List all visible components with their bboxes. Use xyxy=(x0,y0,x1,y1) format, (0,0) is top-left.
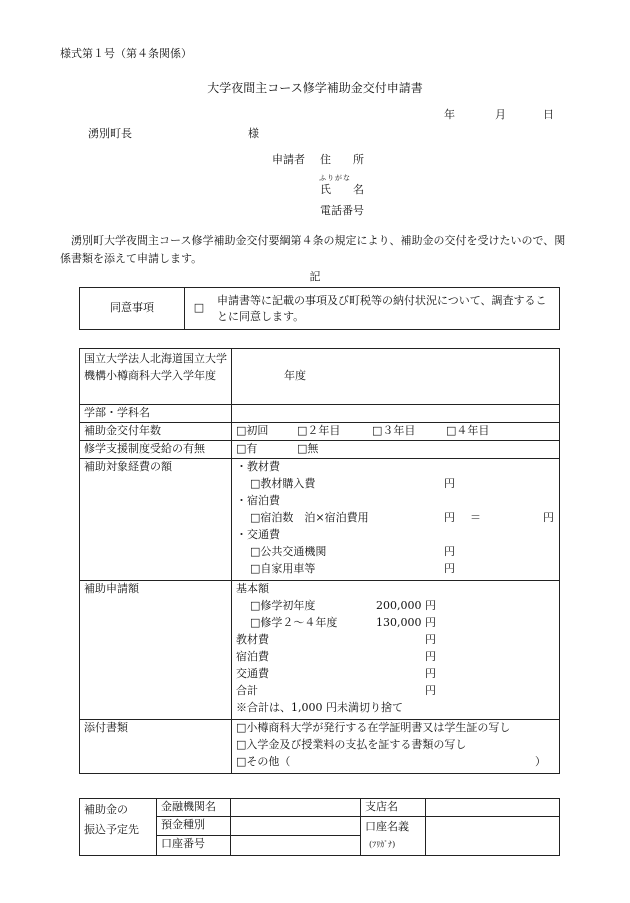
attachment-enrollment-checkbox[interactable]: □小樽商科大学が発行する在学証明書又は学生証の写し xyxy=(236,720,511,734)
years-option-fourth[interactable]: □４年目 xyxy=(446,423,490,437)
support-option-no[interactable]: □無 xyxy=(297,441,319,455)
apply-transport-yen: 円 xyxy=(425,666,436,680)
branch-field[interactable] xyxy=(426,799,560,817)
consent-text: 申請書等に記載の事項及び町税等の納付状況について、調査することに同意します。 xyxy=(213,288,560,330)
ki-label: 記 xyxy=(309,270,321,283)
materials-heading: ・教材費 xyxy=(236,459,280,473)
attachment-other-checkbox[interactable]: □その他（ xyxy=(236,754,291,768)
account-holder-label: 口座名義 xyxy=(365,819,409,833)
private-car-checkbox[interactable]: □自家用車等 xyxy=(250,561,316,575)
faculty-field[interactable] xyxy=(232,405,560,423)
consent-label: 同意事項 xyxy=(80,288,185,330)
apply-label: 補助申請額 xyxy=(80,580,232,719)
support-label: 修学支援制度受給の有無 xyxy=(80,440,232,458)
date-day-label: 日 xyxy=(543,108,554,121)
account-number-label: 口座番号 xyxy=(157,835,231,855)
form-number: 様式第１号（第４条関係） xyxy=(60,47,192,60)
date-month-label: 月 xyxy=(495,108,506,121)
transport-heading: ・交通費 xyxy=(236,527,280,541)
years-option-third[interactable]: □３年目 xyxy=(372,423,416,437)
private-car-yen: 円 xyxy=(444,561,455,575)
first-year-yen: 円 xyxy=(425,598,436,612)
materials-purchase-checkbox[interactable]: □教材購入費 xyxy=(250,476,316,490)
later-year-amount: 130,000 xyxy=(376,615,422,629)
attachments-label: 添付書類 xyxy=(80,719,232,773)
deposit-type-label: 預金種別 xyxy=(157,816,231,835)
apply-materials-label: 教材費 xyxy=(236,632,269,646)
public-transport-checkbox[interactable]: □公共交通機関 xyxy=(250,544,327,558)
branch-label: 支店名 xyxy=(361,799,426,817)
document-title: 大学夜間主コース修学補助金交付申請書 xyxy=(207,81,423,95)
account-number-field[interactable] xyxy=(231,835,361,855)
years-label: 補助金交付年数 xyxy=(80,422,232,440)
furigana-label: ふりがな xyxy=(319,174,351,182)
lodging-yen: 円 xyxy=(444,510,455,524)
phone-label: 電話番号 xyxy=(320,204,364,217)
support-options xyxy=(232,440,560,458)
bank-label-line2: 振込予定先 xyxy=(84,823,139,836)
attachment-other-close-paren: ） xyxy=(535,754,546,768)
address-label: 住 所 xyxy=(320,153,364,166)
bank-label-line1: 補助金の xyxy=(84,803,128,816)
years-option-second[interactable]: □２年目 xyxy=(297,423,341,437)
account-holder-kana-label: (ﾌﾘｶﾞﾅ) xyxy=(369,839,396,849)
later-year-checkbox[interactable]: □修学２～４年度 xyxy=(250,615,338,629)
later-year-yen: 円 xyxy=(425,615,436,629)
faculty-label: 学部・学科名 xyxy=(80,405,232,423)
years-option-first[interactable]: □初回 xyxy=(236,423,269,437)
years-options xyxy=(232,422,560,440)
attachments-list xyxy=(232,719,560,773)
admission-year-field[interactable]: 年度 xyxy=(232,349,560,405)
first-year-amount: 200,000 xyxy=(376,598,422,612)
apply-total-label: 合計 xyxy=(236,683,258,697)
first-year-checkbox[interactable]: □修学初年度 xyxy=(250,598,316,612)
account-holder-field[interactable] xyxy=(426,816,560,855)
rounding-note: ※合計は、1,000 円未満切り捨て xyxy=(236,700,403,714)
lodging-heading: ・宿泊費 xyxy=(236,493,280,507)
public-transport-yen: 円 xyxy=(444,544,455,558)
account-holder-cell xyxy=(361,816,426,855)
consent-checkbox[interactable]: □ xyxy=(185,288,214,330)
application-table xyxy=(79,348,560,774)
name-label: 氏 名 xyxy=(320,183,364,196)
apply-lodging-label: 宿泊費 xyxy=(236,649,269,663)
bank-section-label xyxy=(80,799,157,856)
lodging-total-yen: 円 xyxy=(543,510,554,524)
deposit-type-field[interactable] xyxy=(231,816,361,835)
date-year-label: 年 xyxy=(444,108,455,121)
support-option-yes[interactable]: □有 xyxy=(236,441,258,455)
expense-details xyxy=(232,458,560,580)
bank-table xyxy=(79,798,560,856)
apply-total-yen: 円 xyxy=(425,683,436,697)
lodging-checkbox[interactable]: □宿泊数 泊×宿泊費用 xyxy=(250,510,369,524)
apply-transport-label: 交通費 xyxy=(236,666,269,680)
addressee: 湧別町長 xyxy=(88,127,132,140)
materials-yen: 円 xyxy=(444,476,455,490)
apply-materials-yen: 円 xyxy=(425,632,436,646)
institution-label: 金融機関名 xyxy=(157,799,231,817)
base-amount-heading: 基本額 xyxy=(236,581,269,595)
honorific: 様 xyxy=(248,127,259,140)
apply-lodging-yen: 円 xyxy=(425,649,436,663)
apply-details xyxy=(232,580,560,719)
body-paragraph: 湧別町大学夜間主コース修学補助金交付要綱第４条の規定により、補助金の交付を受けたいので、関係書類を添えて申請します。 xyxy=(60,234,566,265)
expense-label: 補助対象経費の額 xyxy=(80,458,232,580)
institution-field[interactable] xyxy=(231,799,361,817)
lodging-equals: ＝ xyxy=(470,510,481,524)
attachment-payment-checkbox[interactable]: □入学金及び授業料の支払を証する書類の写し xyxy=(236,737,467,751)
admission-label: 国立大学法人北海道国立大学機構小樽商科大学入学年度 xyxy=(80,349,232,405)
consent-table xyxy=(79,287,560,330)
applicant-label: 申請者 xyxy=(272,153,305,166)
